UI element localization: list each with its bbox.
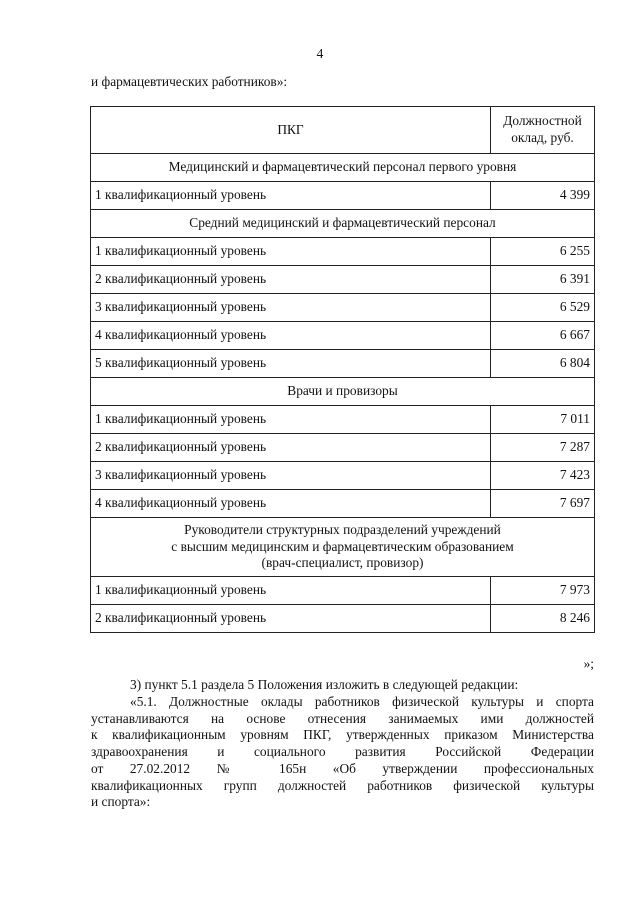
table-row [91,266,595,294]
salary-cell: 6 391 [491,266,595,294]
table-row [91,322,595,350]
group-title [91,518,595,577]
paragraph-line: к квалификационным уровням ПКГ, утвержденных приказом Министерства [91,727,594,743]
group-title-line: Руководители структурных подразделений учреждений [184,521,501,537]
level-cell: 1 квалификационный уровень [91,238,491,266]
salary-cell: 7 973 [491,577,595,605]
table-row [91,577,595,605]
header-salary [491,107,595,154]
salary-table [90,106,595,633]
level-cell: 5 квалификационный уровень [91,350,491,378]
header-pkg: ПКГ [91,107,491,154]
group-row [91,518,595,577]
header-salary-line2: оклад, руб. [511,130,574,145]
group-row [91,154,595,182]
header-salary-line1: Должностной [503,113,582,129]
group-row [91,210,595,238]
level-cell: 1 квалификационный уровень [91,182,491,210]
table-row [91,434,595,462]
group-title-line: с высшим медицинским и фармацевтическим образованием [171,538,514,554]
salary-cell: 8 246 [491,605,595,633]
salary-cell: 7 697 [491,490,595,518]
group-title-line: (врач-специалист, провизор) [261,555,424,571]
paragraph-line: от 27.02.2012 № 165н «Об утверждении профессиональных [91,760,594,776]
table-row [91,605,595,633]
group-title-line: Средний медицинский и фармацевтический персонал [189,215,496,231]
group-title [91,210,595,238]
paragraph-line: и спорта»: [91,794,151,810]
paragraph-line: устанавливаются на основе отнесения занимаемых ими должностей [91,710,594,726]
table-row [91,238,595,266]
salary-cell: 6 529 [491,294,595,322]
salary-cell: 7 287 [491,434,595,462]
level-cell: 1 квалификационный уровень [91,406,491,434]
lead-text: и фармацевтических работников»: [91,74,288,89]
paragraph-line: здравоохранения и социального развития Российской Федерации [91,744,594,759]
table-row [91,350,595,378]
level-cell: 2 квалификационный уровень [91,266,491,294]
paragraph-amendment: 3) пункт 5.1 раздела 5 Положения изложить в следующей редакции: [130,677,519,692]
salary-cell: 4 399 [491,182,595,210]
level-cell: 3 квалификационный уровень [91,294,491,322]
salary-cell: 6 667 [491,322,595,350]
group-title [91,378,595,406]
table-header-row [91,107,595,154]
level-cell: 4 квалификационный уровень [91,490,491,518]
body-text [91,677,594,811]
table-row [91,294,595,322]
group-title-line: Врачи и провизоры [287,383,398,399]
salary-cell: 7 423 [491,462,595,490]
group-row [91,378,595,406]
level-cell: 2 квалификационный уровень [91,605,491,633]
level-cell: 1 квалификационный уровень [91,577,491,605]
level-cell: 3 квалификационный уровень [91,462,491,490]
salary-cell: 6 804 [491,350,595,378]
table-row [91,490,595,518]
level-cell: 2 квалификационный уровень [91,434,491,462]
group-title [91,154,595,182]
table-row [91,182,595,210]
page-number: 4 [316,46,324,61]
salary-cell: 7 011 [491,406,595,434]
closing-quote: »; [583,656,594,671]
salary-cell: 6 255 [491,238,595,266]
group-title-line: Медицинский и фармацевтический персонал первого уровня [168,159,517,175]
level-cell: 4 квалификационный уровень [91,322,491,350]
table-row [91,406,595,434]
paragraph-line: квалификационных групп должностей работников физической культуры [91,777,594,793]
table-row [91,462,595,490]
paragraph-line: «5.1. Должностные оклады работников физической культуры и спорта [130,693,594,709]
